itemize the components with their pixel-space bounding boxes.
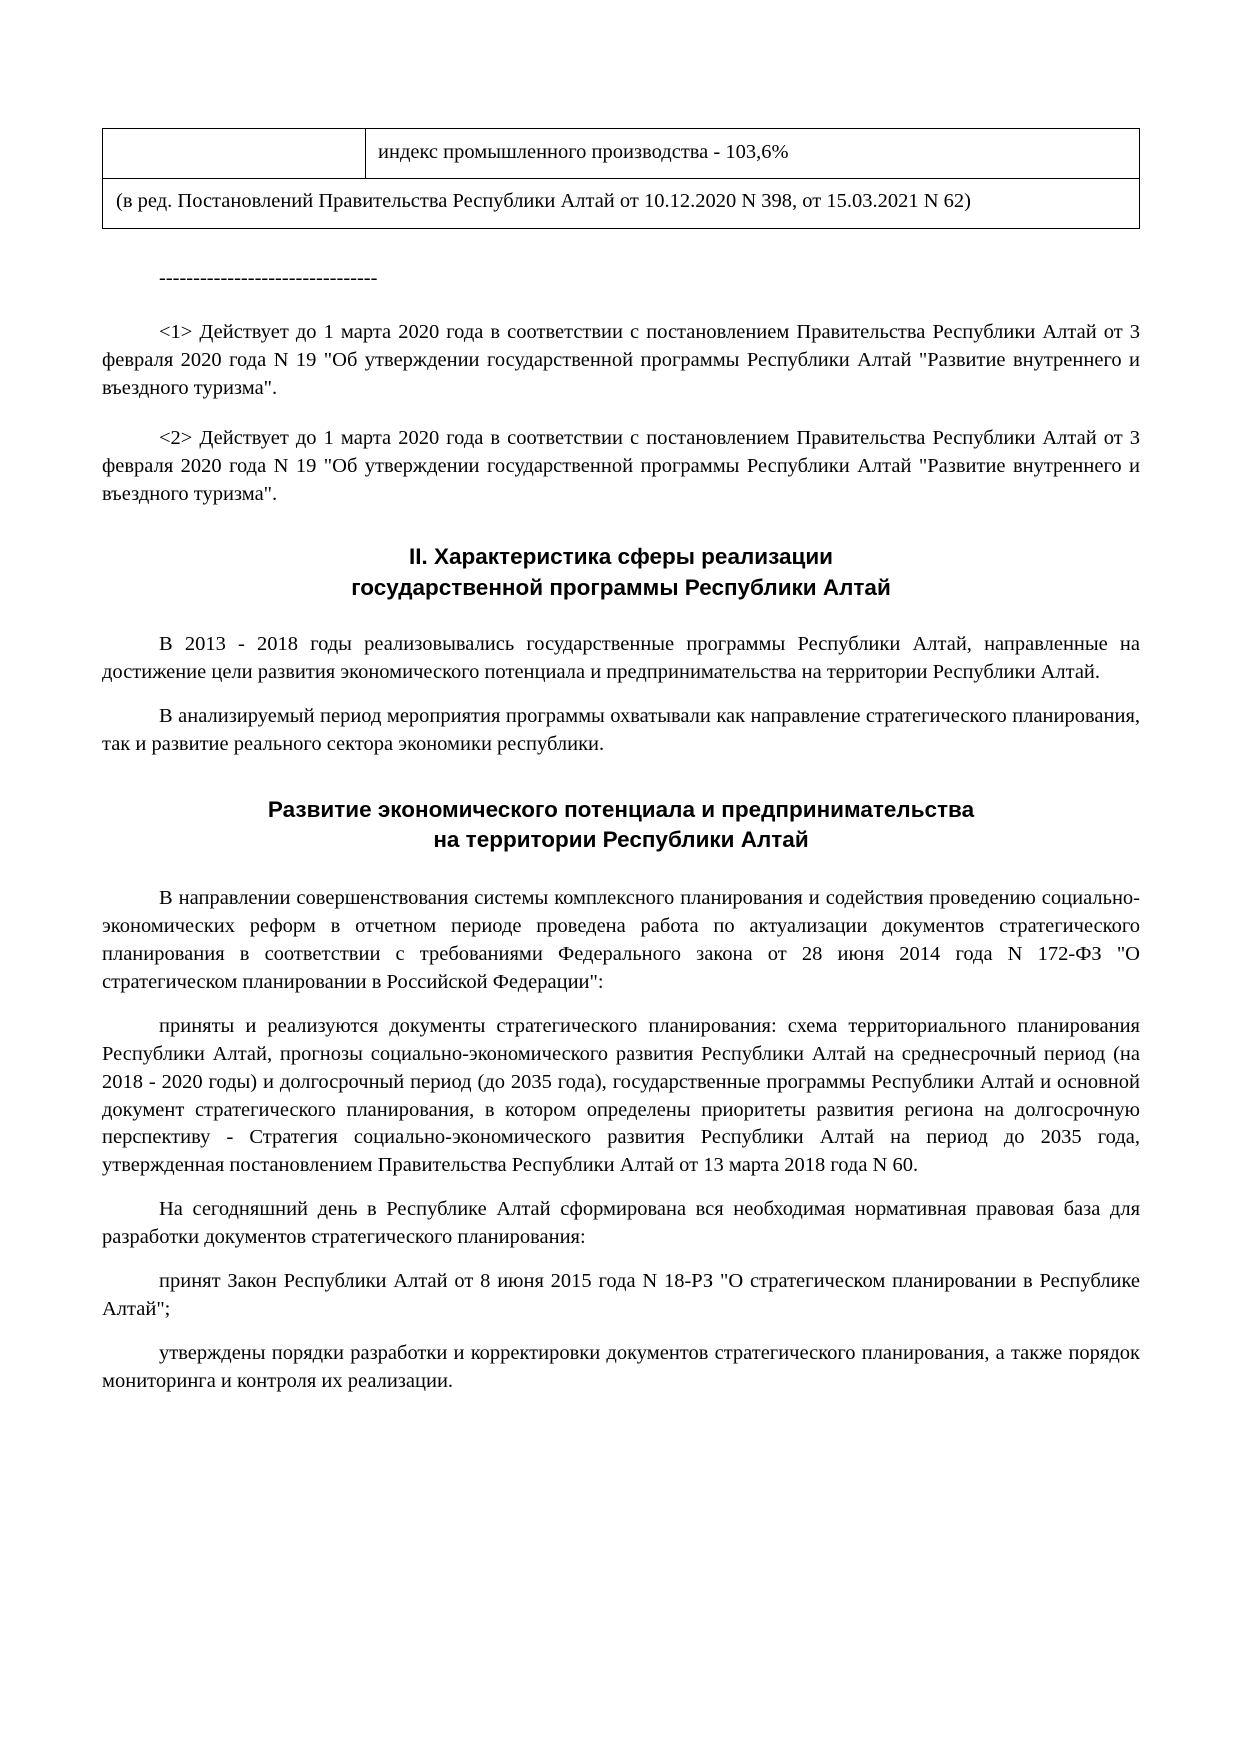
indicator-table <box>102 128 1140 229</box>
amendment-note: (в ред. Постановлений Правительства Республики Алтай от 10.12.2020 N 398, от 15.03.2021 N 62) <box>116 190 971 213</box>
paragraph-planning-improvement: В направлении совершенствования системы комплексного планирования и содействия проведению социально-экономических реформ в отчетном периоде проведена работа по актуализации документов стратегического планирования в соответствии с требованиями Федерального закона от 28 июня 2014 года N 172-ФЗ "О стратегическом планировании в Российской Федерации": <box>102 887 1140 994</box>
paragraph-legal-base: На сегодняшний день в Республике Алтай сформирована вся необходимая нормативная правовая база для разработки документов стратегического планирования: <box>102 1198 1140 1249</box>
paragraph-analyzed-period: В анализируемый период мероприятия программы охватывали как направление стратегического планирования, так и развитие реального сектора экономики республики. <box>102 704 1140 755</box>
table-cell-empty <box>103 129 366 179</box>
paragraph-programs-2013-2018: В 2013 - 2018 годы реализовывались государственные программы Республики Алтай, направленные на достижение цели развития экономического потенциала и предпринимательства на территории Республики Алтай. <box>102 633 1140 684</box>
table-row-note <box>103 179 1140 228</box>
footnote-1: <1> Действует до 1 марта 2020 года в соответствии с постановлением Правительства Республики Алтай от 3 февраля 2020 года N 19 "Об утверждении государственной программы Республики Алтай "Развитие внутреннего и въездного туризма". <box>102 321 1140 399</box>
table-row <box>103 129 1140 179</box>
paragraph-adopted-documents: приняты и реализуются документы стратегического планирования: схема территориального планирования Республики Алтай, прогнозы социально-экономического развития Республики Алтай на среднесрочный период (на 2018 - 2020 годы) и долгосрочный период (до 2035 года), государственные программы Республики Алтай и основной документ стратегического планирования, в котором определены приоритеты развития региона на долгосрочную перспективу - Стратегия социально-экономического развития Республики Алтай на период до 2035 года, утвержденная постановлением Правительства Республики Алтай от 13 марта 2018 года N 60. <box>102 1014 1140 1177</box>
table-cell-note <box>103 179 1140 228</box>
subsection-heading-line-2: на территории Республики Алтай <box>433 827 809 853</box>
section-heading <box>102 542 1140 603</box>
footnote-separator: -------------------------------- <box>159 266 378 289</box>
section-heading-line-2: государственной программы Республики Алтай <box>351 574 891 600</box>
paragraph-approved-procedures: утверждены порядки разработки и корректировки документов стратегического планирования, а также порядок мониторинга и контроля их реализации. <box>102 1341 1140 1392</box>
section-heading-line-1: II. Характеристика сферы реализации <box>409 544 833 570</box>
industrial-production-index-value: индекс промышленного производства - 103,6% <box>378 141 789 163</box>
footnote-2: <2> Действует до 1 марта 2020 года в соответствии с постановлением Правительства Республики Алтай от 3 февраля 2020 года N 19 "Об утверждении государственной программы Республики Алтай "Развитие внутреннего и въездного туризма". <box>102 426 1140 505</box>
table-cell-value <box>366 129 1140 179</box>
subsection-heading <box>102 795 1140 856</box>
paragraph-law-18-rz: принят Закон Республики Алтай от 8 июня 2015 года N 18-РЗ "О стратегическом планировании в Республике Алтай"; <box>102 1269 1140 1320</box>
subsection-heading-line-1: Развитие экономического потенциала и предпринимательства <box>267 796 975 822</box>
